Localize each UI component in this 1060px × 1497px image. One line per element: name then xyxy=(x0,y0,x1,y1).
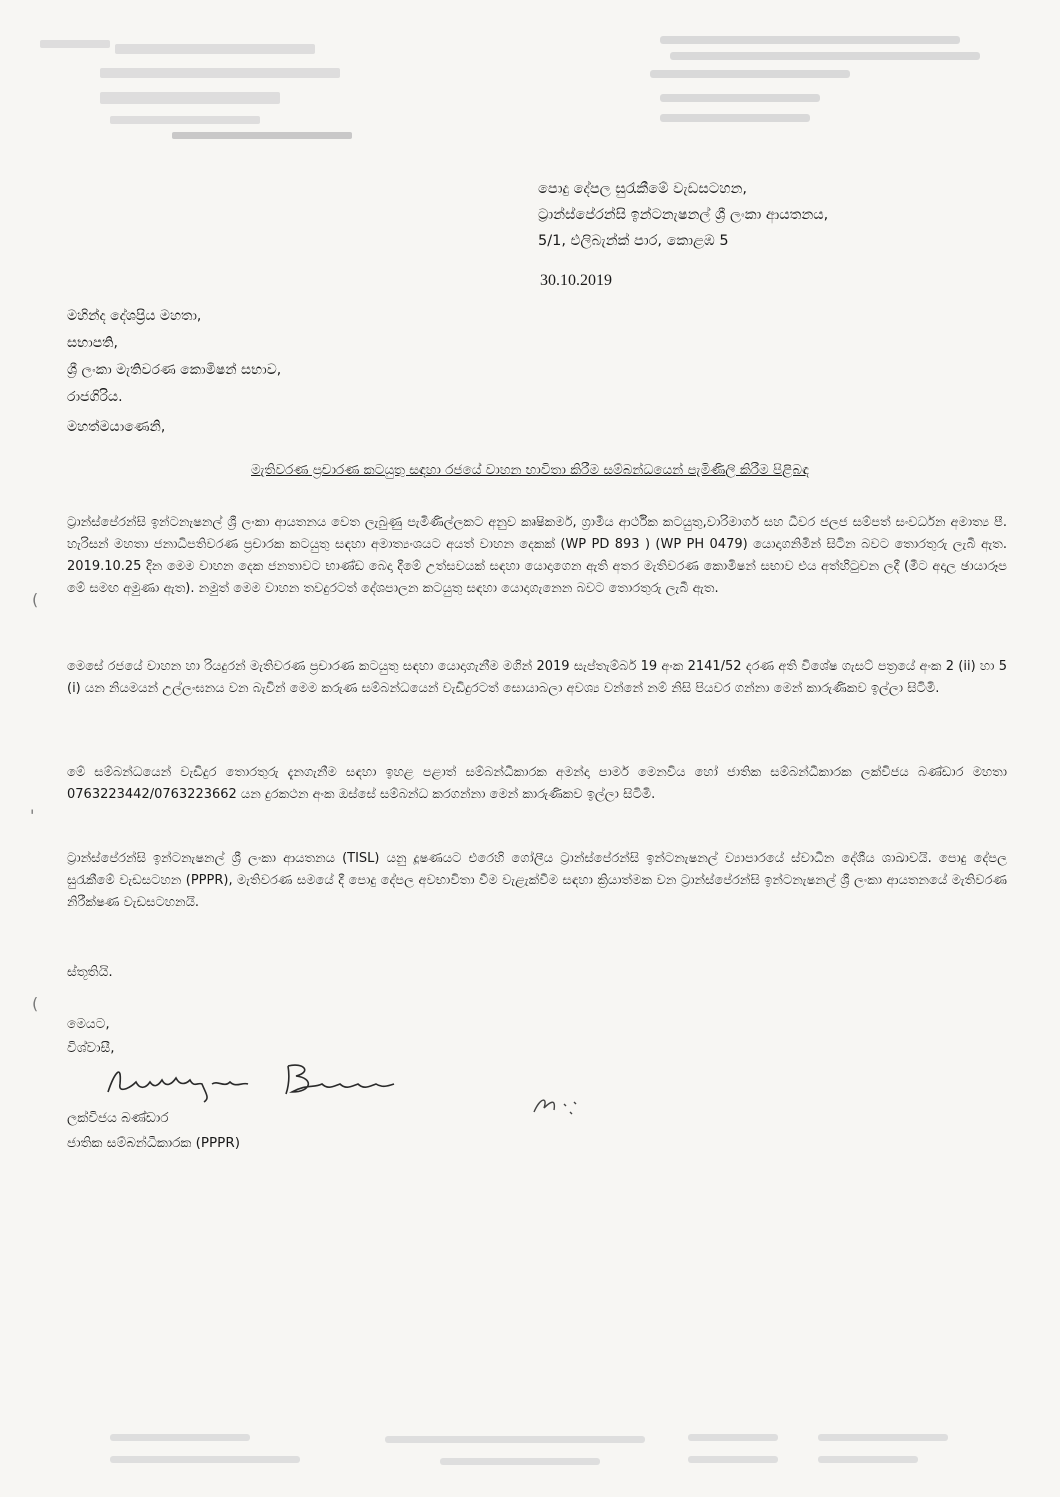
subject-line xyxy=(0,462,1060,478)
letterhead-footer xyxy=(0,1430,1060,1480)
scan-mark: ( xyxy=(32,590,39,609)
letterhead-logo xyxy=(40,30,360,145)
sender-line-1: පොදු දේපල සුරැකීමේ වැඩසටහන, xyxy=(538,181,748,197)
recipient-title: සභාපති, xyxy=(67,335,118,351)
body-paragraph-1: ට්‍රාන්ස්පේරන්සි ඉන්ටනැෂනල් ශ්‍රී ලංකා ආයතනය වෙත ලැබුණු පැමිණිල්ලකට අනුව කෘෂිකර්ම, ග්‍රාමීය ආර්ථික කටයුතු,වාරිමාර්ග සහ ධීවර ජලජ සම්පත් සංවර්ධන අමාත්‍ය පී. හැරිසන් මහතා ජනාධිපතිවරණ ප්‍රචාරක කටයුතු සඳහා අමාත්‍යංශයට අයත් වාහන දෙකක් (WP PD 893 ) (WP PH 0479) යොදාගනිමින් සිටින බවට තොරතුරු ලැබී ඇත. 2019.10.25 දින මෙම වාහන දෙක ජනතාවට භාණ්ඩ බෙදා දීමේ උත්සවයක් සඳහා යොදාගෙන ඇති අතර මැතිවරණ කොමිෂන් සභාව එය අත්හිටුවන ලදී (මීට අදාල ඡායාරූප මේ සමඟ අමුණා ඇත). නමුත් මෙම වාහන තවදුරටත් දේශපාලන කටයුතු සඳහා යොදාගැනෙන බවට තොරතුරු ලැබී ඇත. xyxy=(67,515,1007,596)
scan-mark: ' xyxy=(30,806,35,825)
recipient-name: මහින්ද දේශප්‍රිය මහතා, xyxy=(67,308,202,324)
closing-yours-1: මෙයට, xyxy=(67,1016,110,1032)
sender-address xyxy=(538,176,998,254)
recipient-place: රාජගිරිය. xyxy=(67,389,123,405)
ink-mark xyxy=(530,1088,590,1118)
sender-line-3: 5/1, එලිබැන්ක් පාර, කොළඹ 5 xyxy=(538,233,729,249)
salutation: මහත්මයාණෙනි, xyxy=(67,419,166,435)
body-paragraph-2: මෙසේ රජයේ වාහන හා රියදුරන් මැතිවරණ ප්‍රචාරණ කටයුතු සඳහා යොදාගැනීම මගින් 2019 සැප්තැම්බර් 19 අංක 2141/52 දරණ අති විශේෂ ගැසට් පත්‍රයේ අංක 2 (ii) හා 5 (i) යන නියමයන් උල්ලංඝනය වන බැවින් මෙම කරුණ සම්බන්ධයෙන් වැඩිදුරටත් සොයාබලා අවශ්‍ය වන්නේ නම් නිසි පියවර ගන්නා මෙන් කාරුණිකව ඉල්ලා සිටිමි. xyxy=(67,659,1007,696)
recipient-org: ශ්‍රී ලංකා මැතිවරණ කොමිෂන් සභාව, xyxy=(67,362,282,378)
signer-block xyxy=(67,1106,240,1156)
letterhead-address xyxy=(640,30,990,130)
handwritten-signature xyxy=(100,1054,420,1104)
closing-yours-2: විශ්වාසී, xyxy=(67,1040,115,1056)
letter-date: 30.10.2019 xyxy=(540,272,612,289)
body-paragraph-3: මේ සම්බන්ධයෙන් වැඩිදුර තොරතුරු දැනගැනීම සඳහා ඉහළ පළාත් සම්බන්ධීකාරක අමන්දා පාර්ම මෙනවිය හෝ ජාතික සම්බන්ධීකාරක ලක්විජය බණ්ඩාර මහතා 0763223442/0763223662 යන දුරකථන අංක ඔස්සේ සම්බන්ධ කරගන්නා මෙන් කාරුණිකව ඉල්ලා සිටිමි. xyxy=(67,765,1007,802)
scan-mark: ( xyxy=(32,994,39,1013)
signer-name: ලක්විජය බණ්ඩාර xyxy=(67,1110,169,1126)
recipient-address xyxy=(67,303,567,411)
body-paragraph-4: ට්‍රාන්ස්පේරන්සි ඉන්ටනැෂනල් ශ්‍රී ලංකා ආයතනය (TISL) යනු දූෂණයට එරෙහි ගෝලීය ට්‍රාන්ස්පේරන්සි ඉන්ටනැෂනල් ව්‍යාපාරයේ ස්වාධීන දේශීය ශාඛාවයි. පොදු දේපල සුරැකීමේ වැඩසටහන (PPPR), මැතිවරණ සමයේ දී පොදු දේපල අවභාවිතා වීම වැළැක්වීම සඳහා ක්‍රියාත්මක වන ට්‍රාන්ස්පේරන්සි ඉන්ටනැෂනල් ශ්‍රී ලංකා ආයතනයේ මැතිවරණ නිරීක්ෂණ වැඩසටහනයි. xyxy=(67,851,1007,910)
sender-line-2: ට්‍රාන්ස්පේරන්සි ඉන්ටනැෂනල් ශ්‍රී ලංකා ආයතනය, xyxy=(538,207,829,223)
subject-text: මැතිවරණ ප්‍රචාරණ කටයුතු සඳහා රජයේ වාහන භාවිතා කිරීම සම්බන්ධයෙන් පැමිණිලි කිරීම පිළිබඳ xyxy=(251,462,809,478)
signer-title: ජාතික සම්බන්ධීකාරක (PPPR) xyxy=(67,1135,240,1151)
closing-thanks: ස්තූතියි. xyxy=(67,964,113,980)
